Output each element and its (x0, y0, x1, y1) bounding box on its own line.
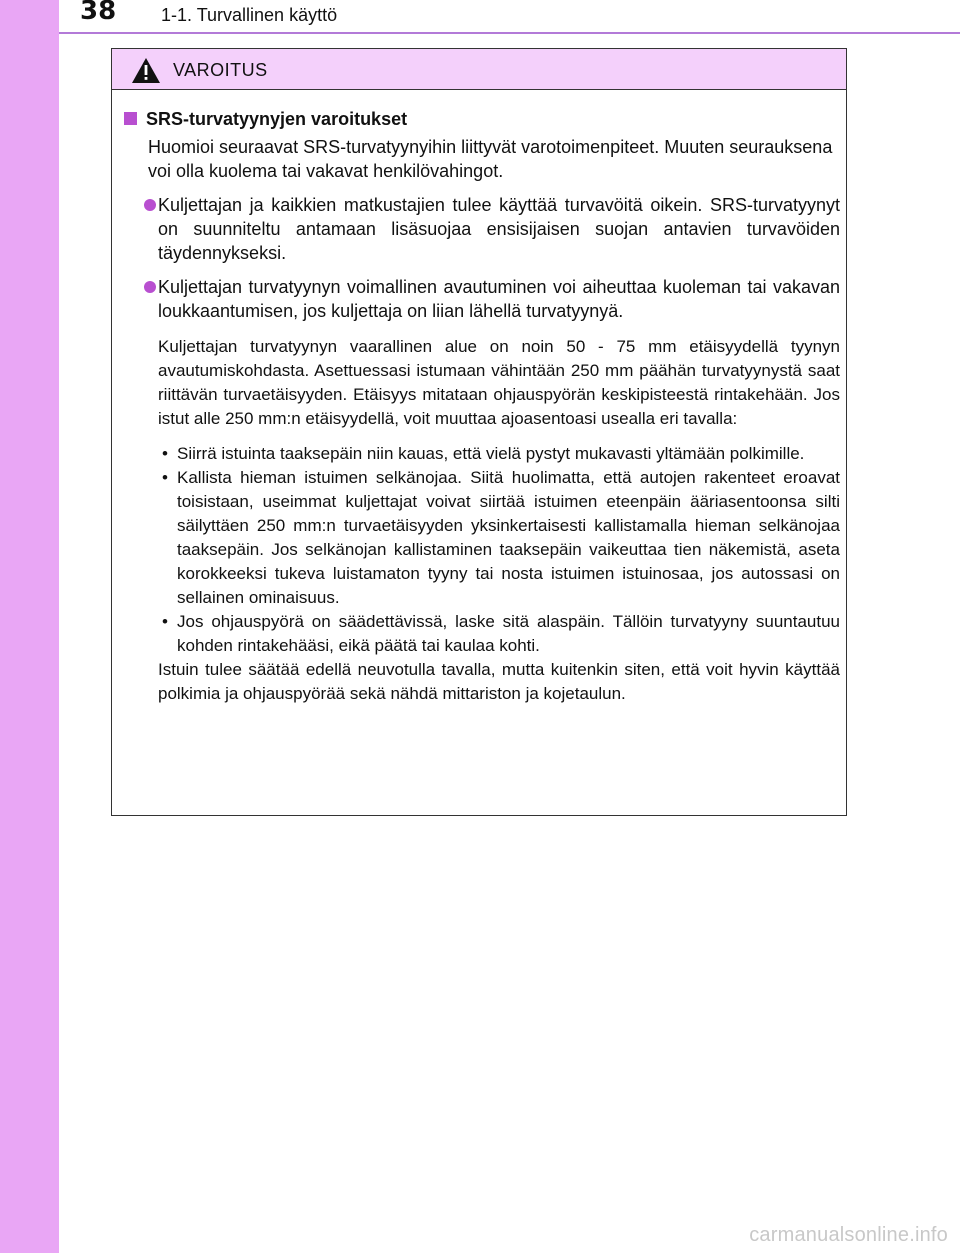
sub-item-text: Siirrä istuinta taaksepäin niin kauas, että vielä pystyt mukavasti yltämään polkimille. (177, 444, 805, 463)
warning-heading-text: SRS-turvatyynyjen varoitukset (146, 109, 408, 129)
warning-box (111, 48, 847, 816)
bullet-text: Kuljettajan ja kaikkien matkustajien tulee käyttää turvavöitä oikein. SRS-turvatyynyt on suunniteltu antamaan lisäsuojaa ensisijaisen suojan antavien turvavöiden täydennykseksi. (158, 195, 840, 263)
page-sidebar (0, 0, 59, 1253)
header-divider (59, 32, 960, 34)
closing-paragraph: Istuin tulee säätää edellä neuvotulla tavalla, mutta kuitenkin siten, että voit hyvin käyttää polkimia ja ohjauspyörää sekä nähdä mittariston ja kojetaulun. (158, 660, 840, 703)
list-item (124, 193, 840, 265)
page-number: 38 (80, 0, 117, 26)
section-title: 1-1. Turvallinen käyttö (161, 5, 338, 25)
sub-list-item (158, 442, 840, 466)
sub-item-text: Kallista hieman istuimen selkänojaa. Siitä huolimatta, että autojen rakenteet eroavat toisistaan, useimmat kuljettajat voivat siirtää istuimen eteenpäin ääriasentoonsa silti säilyttäen 250 mm:n turvaetäisyyden yksinkertaisesti kallistamalla hieman selkänojaa taaksepäin. Jos selkänojan kallistaminen taaksepäin vaikeuttaa tien näkemistä, aseta korokkeeksi tukeva luistamaton tyyny tai nosta istuimen istuinosaa, jos autossasi on sellainen ominaisuus. (177, 468, 840, 607)
sub-bullet-marker: • (162, 444, 168, 463)
watermark: carmanualsonline.info (749, 1224, 948, 1246)
warning-label: VAROITUS (173, 60, 268, 80)
warning-content (124, 101, 840, 706)
sub-list (124, 442, 840, 658)
warning-header (112, 49, 846, 90)
list-item (124, 275, 840, 323)
warning-triangle-icon (131, 57, 161, 84)
warning-heading (124, 107, 840, 131)
sub-item-text: Jos ohjauspyörä on säädettävissä, laske sitä alaspäin. Tällöin turvatyyny suuntautuu kohden rintakehääsi, eikä päätä tai kaulaa kohti. (177, 612, 840, 655)
sub-list-item (158, 466, 840, 610)
sub-list-item (158, 610, 840, 658)
warning-intro: Huomioi seuraavat SRS-turvatyynyihin liittyvät varotoimenpiteet. Muuten seurauksena voi olla kuolema tai vakavat henkilövahingot. (148, 137, 833, 181)
round-bullet-icon (144, 281, 156, 293)
detail-paragraph: Kuljettajan turvatyynyn vaarallinen alue on noin 50 - 75 mm etäisyydellä tyynyn avautumiskohdasta. Asettuessasi istumaan vähintään 250 mm päähän turvatyynystä saat riittävän turvaetäisyyden. Etäisyys mitataan ohjauspyörän keskipisteestä rintakehään. Jos istut alle 250 mm:n etäisyydellä, voit muuttaa ajoasentoasi usealla eri tavalla: (158, 337, 840, 428)
bullet-text: Kuljettajan turvatyynyn voimallinen avautuminen voi aiheuttaa kuoleman tai vakavan loukkaantumisen, jos kuljettaja on liian lähellä turvatyynyä. (158, 277, 840, 321)
sub-bullet-marker: • (162, 612, 168, 631)
square-bullet-icon (124, 112, 137, 125)
round-bullet-icon (144, 199, 156, 211)
sub-bullet-marker: • (162, 468, 168, 487)
